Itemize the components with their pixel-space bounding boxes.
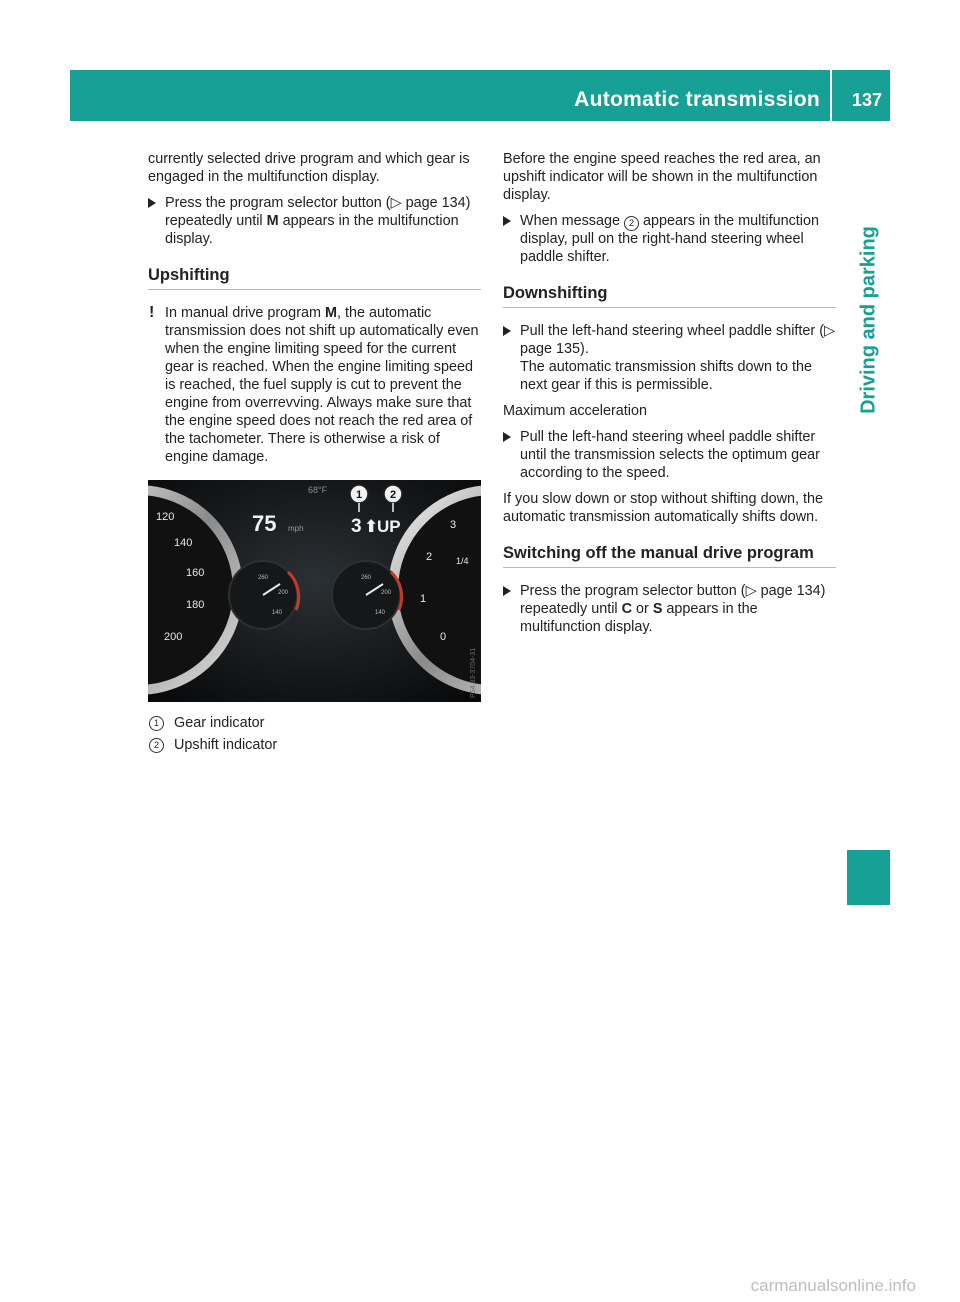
tach-tick: 2 xyxy=(426,551,433,563)
page-number: 137 xyxy=(851,90,882,110)
fuel-tick: 1/4 xyxy=(456,556,469,566)
header-bar xyxy=(70,70,890,121)
step-press-selector: Press the program selector button (▷ page 134) repeatedly until M appears in the multifunction display. xyxy=(148,194,481,248)
callout-1-label: 1 xyxy=(355,489,363,501)
tach-tick: 0 xyxy=(440,631,447,643)
page-ref-icon: ▷ xyxy=(390,195,406,211)
instrument-cluster-figure xyxy=(148,480,481,702)
switch-off-heading: Switching off the manual drive program xyxy=(503,544,836,568)
step-downshift-paddle: Pull the left-hand steering wheel paddle shifter (▷ page 135). The automatic transmission shifts down to the next gear if this is permissible. xyxy=(503,322,836,394)
gear-readout: 3 xyxy=(351,516,362,537)
speed-tick: 160 xyxy=(186,567,205,579)
gauge-tick: 200 xyxy=(381,590,392,596)
legend-item xyxy=(148,736,481,754)
speed-readout: 75 xyxy=(252,511,277,536)
speed-tick: 200 xyxy=(164,631,183,643)
legend-number: 1 xyxy=(149,716,164,731)
bullet-arrow-icon xyxy=(503,586,511,596)
bullet-arrow-icon xyxy=(503,216,511,226)
header-divider xyxy=(830,70,832,121)
right-column xyxy=(503,150,836,644)
watermark: carmanualsonline.info xyxy=(750,1276,916,1295)
bullet-arrow-icon xyxy=(148,198,156,208)
side-tab xyxy=(847,170,890,470)
gauge-tick: 260 xyxy=(361,575,372,581)
speed-tick: 140 xyxy=(174,537,193,549)
step-switch-off: Press the program selector button (▷ page 134) repeatedly until C or S appears in the multifunction display. xyxy=(503,582,836,636)
left-column xyxy=(148,150,481,758)
page-ref-icon: ▷ xyxy=(823,323,836,339)
photo-code: P54.33-3704-31 xyxy=(470,647,477,698)
upshift-readout: UP xyxy=(377,517,401,536)
gauge-tick: 200 xyxy=(278,590,289,596)
legend-number: 2 xyxy=(149,738,164,753)
outside-temp: 68°F xyxy=(308,485,328,495)
tach-tick: 3 xyxy=(450,519,457,531)
speed-unit: mph xyxy=(288,524,304,533)
step-upshift-paddle: When message 2 appears in the multifunction display, pull on the right-hand steering wheel paddle shifter. xyxy=(503,212,836,266)
legend-text: Gear indicator xyxy=(174,715,265,731)
gauge-tick: 140 xyxy=(272,610,283,616)
speed-tick: 180 xyxy=(186,599,205,611)
downshifting-heading: Downshifting xyxy=(503,284,836,308)
max-acceleration-label: Maximum acceleration xyxy=(503,403,647,419)
upshifting-heading: Upshifting xyxy=(148,266,481,290)
callout-2-label: 2 xyxy=(389,489,397,501)
gauge-tick: 140 xyxy=(375,610,386,616)
inline-callout-2: 2 xyxy=(624,216,639,231)
page-title: Automatic transmission xyxy=(574,88,820,111)
side-tab-label: Driving and parking xyxy=(857,226,879,414)
warning-icon: ! xyxy=(149,304,155,321)
tach-tick: 1 xyxy=(420,593,427,605)
bullet-arrow-icon xyxy=(503,432,511,442)
intro-paragraph: currently selected drive program and which gear is engaged in the multifunction display. xyxy=(148,151,470,185)
legend-text: Upshift indicator xyxy=(174,737,278,753)
legend-item xyxy=(148,714,481,732)
bullet-arrow-icon xyxy=(503,326,511,336)
gauge-tick: 260 xyxy=(258,575,269,581)
step-max-acceleration: Pull the left-hand steering wheel paddle shifter until the transmission selects the optimum gear according to the speed. xyxy=(503,428,836,482)
warning-note: ! In manual drive program M, the automatic transmission does not shift up automatically even when the engine limiting speed for the current gear is reached. When the engine limiting speed is reached, the fuel supply is cut to prevent the engine from overrevving. Always make sure that the engine speed does not reach the red area of the tachometer. There is otherwise a risk of engine damage. xyxy=(149,304,479,465)
page-ref-icon: ▷ xyxy=(745,583,761,599)
speed-tick: 120 xyxy=(156,511,175,523)
side-tab-block xyxy=(847,850,890,905)
upshift-arrow-icon: ⬆ xyxy=(364,517,379,536)
upshift-intro: Before the engine speed reaches the red area, an upshift indicator will be shown in the multifunction display. xyxy=(503,151,821,203)
slow-down-paragraph: If you slow down or stop without shifting down, the automatic transmission automatically shifts down. xyxy=(503,491,823,525)
